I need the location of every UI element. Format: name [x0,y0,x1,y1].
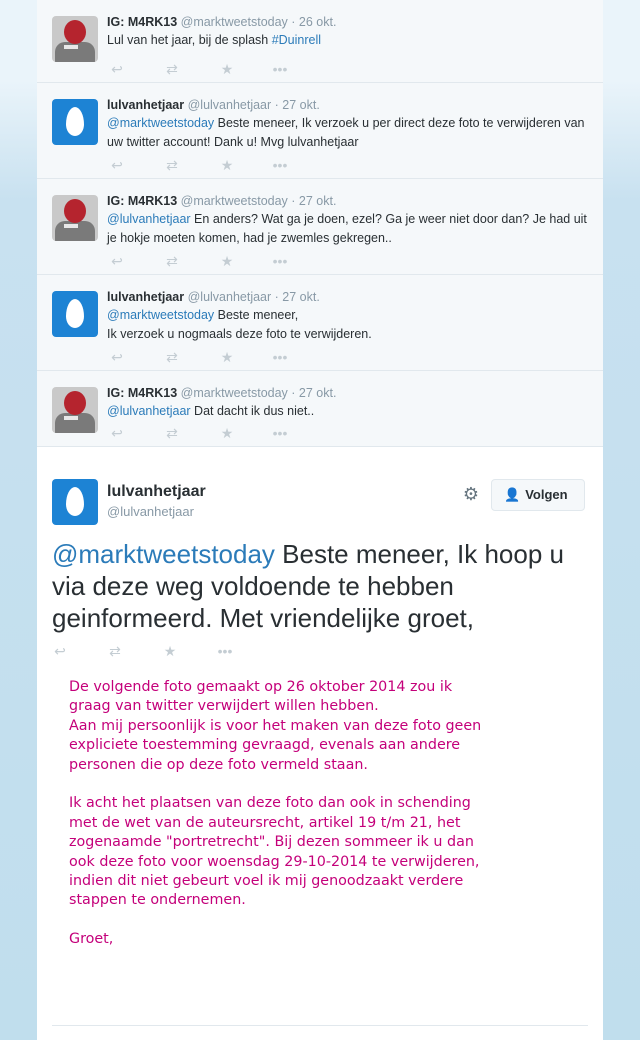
author-handle[interactable]: @marktweetstoday [177,15,288,29]
main-tweet-body: Beste meneer, Ik hoop u via deze weg voldoende te hebben geinformeerd. Met vriendelijke groet, [52,539,564,633]
mention-link[interactable]: @lulvanhetjaar [107,404,191,418]
reply-icon[interactable]: ↩ [111,157,123,173]
separator: · [271,98,283,112]
more-icon[interactable]: ••• [272,61,288,77]
main-author-handle[interactable]: @lulvanhetjaar [107,504,194,519]
tweet-text-part: Beste meneer, Ik verzoek u per direct deze foto te verwijderen van uw twitter account! Dank u! Mvg lulvanhetjaar [107,116,588,149]
tweet-text [107,114,588,152]
reply-icon[interactable]: ↩ [111,349,123,365]
tweet-header [107,194,588,208]
mention-link[interactable]: @marktweetstoday [107,308,215,322]
avatar[interactable] [52,99,98,145]
main-author-name[interactable]: lulvanhetjaar [107,483,206,500]
author-name[interactable]: IG: M4RK13 [107,194,178,208]
author-handle[interactable]: @marktweetstoday [177,386,288,400]
conversation-tweet[interactable] [37,83,603,179]
avatar[interactable] [52,195,98,241]
retweet-icon[interactable]: ⇄ [166,425,178,441]
mention-link[interactable]: @marktweetstoday [107,116,215,130]
retweet-icon[interactable]: ⇄ [166,349,178,365]
tweet-text-part: En anders? Wat ga je doen, ezel? Ga je weer niet door dan? Je had uit je hokje moeten komen, had je zwemles gekregen.. [107,212,591,245]
avatar[interactable] [52,16,98,62]
divider [52,1025,588,1026]
separator: · [287,386,299,400]
tweet-header [107,98,588,112]
separator: · [287,194,299,208]
author-name[interactable]: lulvanhetjaar [107,290,185,304]
star-icon[interactable]: ★ [220,349,234,365]
timestamp[interactable]: 27 okt. [298,194,337,208]
reply-icon[interactable]: ↩ [111,425,123,441]
author-handle[interactable]: @lulvanhetjaar [184,98,272,112]
retweet-icon[interactable]: ⇄ [166,157,178,173]
tweet-text [107,31,588,50]
timestamp[interactable]: 26 okt. [298,15,337,29]
star-icon[interactable]: ★ [163,643,177,659]
tweet-panel [37,0,603,1040]
more-icon[interactable]: ••• [217,643,233,659]
separator: · [271,290,283,304]
star-icon[interactable]: ★ [220,425,234,441]
conversation-tweet[interactable] [37,0,603,83]
reply-icon[interactable]: ↩ [111,61,123,77]
more-icon[interactable]: ••• [272,253,288,269]
tweet-text [107,210,591,248]
author-name[interactable]: IG: M4RK13 [107,386,178,400]
follow-label: Volgen [525,487,568,502]
conversation-tweet[interactable] [37,371,603,447]
more-icon[interactable]: ••• [272,349,288,365]
author-name[interactable]: lulvanhetjaar [107,98,185,112]
retweet-icon[interactable]: ⇄ [166,253,178,269]
tweet-header [107,15,588,29]
separator: · [287,15,299,29]
main-tweet-mention[interactable]: @marktweetstoday [52,539,275,569]
retweet-icon[interactable]: ⇄ [109,643,121,659]
star-icon[interactable]: ★ [220,61,234,77]
tweet-header [107,386,588,400]
avatar[interactable] [52,291,98,337]
tweet-text-part: Lul van het jaar, bij de splash [107,33,272,47]
reply-icon[interactable]: ↩ [54,643,66,659]
more-icon[interactable]: ••• [272,425,288,441]
conversation-tweet[interactable] [37,275,603,371]
retweet-icon[interactable]: ⇄ [166,61,178,77]
reply-icon[interactable]: ↩ [111,253,123,269]
author-name[interactable]: IG: M4RK13 [107,15,178,29]
tweet-text [107,306,588,344]
main-tweet-text [52,538,592,634]
more-icon[interactable]: ••• [272,157,288,173]
timestamp[interactable]: 27 okt. [298,386,337,400]
follow-button[interactable] [491,479,585,511]
conversation-tweet[interactable] [37,179,603,275]
mention-link[interactable]: @lulvanhetjaar [107,212,191,226]
gear-icon[interactable]: ⚙ [462,484,480,504]
conversation-thread [37,0,603,447]
timestamp[interactable]: 27 okt. [282,98,320,112]
add-user-icon: 👤 [504,487,521,502]
letter-image-text: De volgende foto gemaakt op 26 oktober 2014 zou ik graag van twitter verwijdert willen hebben. Aan mij persoonlijk is voor het maken van deze foto geen expliciete toestemming gevraagd, evenals aan andere personen die op deze foto vermeld staan. Ik acht het plaatsen van deze foto dan ook in schending met de wet van de auteursrecht, artikel 19 t/m 21, het zogenaamde "portretrecht". Bij dezen sommeer ik u dan ook deze foto voor woensdag 29-10-2014 te verwijderen, indien dit niet gebeurt voel ik mij genoodzaakt verdere stappen te ondernemen. Groet, [69,679,482,948]
tweet-header [107,290,588,304]
tweet-text-part: Dat dacht ik dus niet.. [190,404,315,418]
timestamp[interactable]: 27 okt. [282,290,320,304]
tweet-text [107,402,588,421]
main-avatar[interactable] [52,479,98,525]
star-icon[interactable]: ★ [220,253,234,269]
author-handle[interactable]: @lulvanhetjaar [184,290,272,304]
hashtag-link[interactable]: #Duinrell [271,33,322,47]
star-icon[interactable]: ★ [220,157,234,173]
author-handle[interactable]: @marktweetstoday [177,194,288,208]
tweet-text-part: Beste meneer, Ik verzoek u nogmaals deze foto te verwijderen. [107,308,372,341]
avatar[interactable] [52,387,98,433]
